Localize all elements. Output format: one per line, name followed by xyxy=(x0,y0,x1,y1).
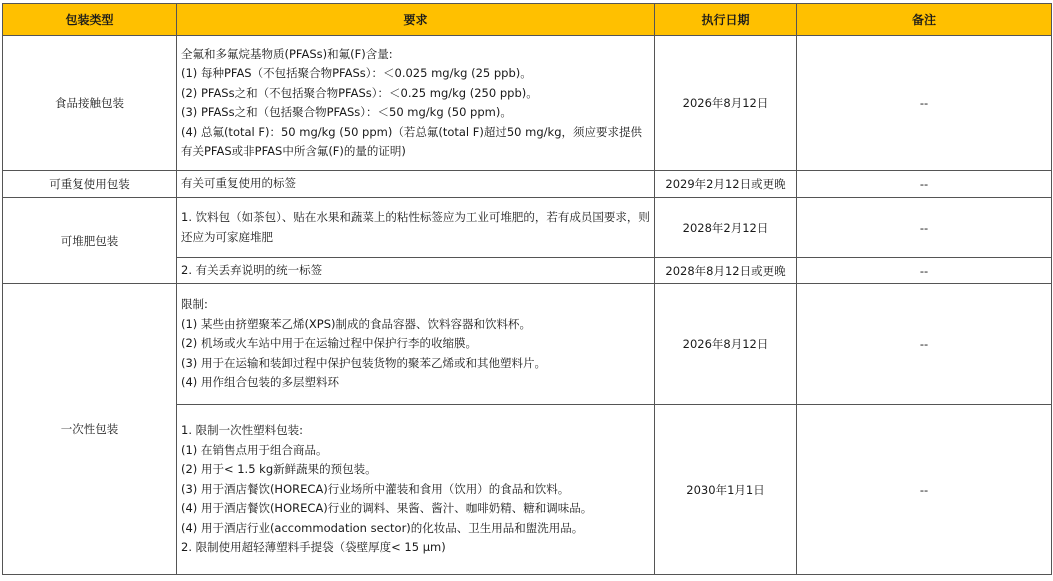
requirement-line: (2) PFASs之和（不包括聚合物PFASs）：＜0.25 mg/kg (250 ppb)。 xyxy=(181,85,538,100)
requirement-cell xyxy=(177,405,655,575)
note-cell: -- xyxy=(797,405,1052,575)
requirement-line: (2) 机场或火车站中用于在运输过程中保护行李的收缩膜。 xyxy=(181,336,477,351)
effective-date: 2030年1月1日 xyxy=(655,405,797,575)
note-cell: -- xyxy=(797,258,1052,284)
requirement-line: (4) 总氟(total F)：50 mg/kg (50 ppm)（若总氟(total F)超过50 mg/kg，须应要求提供有关PFAS或非PFAS中所含氟(F)的量的证明) xyxy=(181,124,642,158)
requirement-cell: 2. 有关丢弃说明的统一标签 xyxy=(177,258,655,284)
requirement-line: (1) 每种PFAS（不包括聚合物PFASs）：＜0.025 mg/kg (25 ppb)。 xyxy=(181,66,532,80)
requirement-cell xyxy=(177,284,655,405)
header-requirement: 要求 xyxy=(177,4,655,36)
header-type: 包装类型 xyxy=(3,4,177,36)
effective-date: 2028年2月12日 xyxy=(655,198,797,258)
header-note: 备注 xyxy=(797,4,1052,36)
note-cell: -- xyxy=(797,284,1052,405)
packaging-type: 一次性包装 xyxy=(3,284,177,575)
requirement-line: (3) PFASs之和（包括聚合物PFASs）：＜50 mg/kg (50 ppm)。 xyxy=(181,105,512,119)
header-row xyxy=(3,4,1052,36)
requirement-line: (2) 用于< 1.5 kg新鲜蔬果的预包装。 xyxy=(181,462,377,477)
requirement-line: (4) 用于酒店餐饮(HORECA)行业的调料、果酱、酱汁、咖啡奶精、糖和调味品。 xyxy=(181,501,593,516)
table-row xyxy=(3,284,1052,405)
requirement-line: 1. 限制一次性塑料包装: xyxy=(181,423,304,438)
packaging-type: 食品接触包装 xyxy=(3,36,177,171)
requirement-line: (3) 用于酒店餐饮(HORECA)行业场所中灌装和食用（饮用）的食品和饮料。 xyxy=(181,481,570,496)
note-cell: -- xyxy=(797,198,1052,258)
requirement-line: (1) 在销售点用于组合商品。 xyxy=(181,442,328,457)
requirement-line: (4) 用作组合包装的多层塑料环 xyxy=(181,375,339,390)
header-date: 执行日期 xyxy=(655,4,797,36)
requirement-cell xyxy=(177,36,655,171)
effective-date: 2028年8月12日或更晚 xyxy=(655,258,797,284)
requirement-line: 全氟和多氟烷基物质(PFASs)和氟(F)含量: xyxy=(181,46,393,61)
requirement-line: 限制: xyxy=(181,297,208,312)
note-cell: -- xyxy=(797,171,1052,198)
requirement-cell: 1. 饮料包（如茶包）、贴在水果和蔬菜上的粘性标签应为工业可堆肥的，若有成员国要求，则还应为可家庭堆肥 xyxy=(177,198,655,258)
requirement-cell: 有关可重复使用的标签 xyxy=(177,171,655,198)
regulation-table xyxy=(2,3,1052,575)
table-row xyxy=(3,198,1052,258)
requirement-line: (4) 用于酒店行业(accommodation sector)的化妆品、卫生用品和盥洗用品。 xyxy=(181,520,584,535)
note-cell: -- xyxy=(797,36,1052,171)
table-row xyxy=(3,36,1052,171)
effective-date: 2026年8月12日 xyxy=(655,36,797,171)
packaging-type: 可重复使用包装 xyxy=(3,171,177,198)
requirement-line: (1) 某些由挤塑聚苯乙烯(XPS)制成的食品容器、饮料容器和饮料杯。 xyxy=(181,316,532,331)
effective-date: 2029年2月12日或更晚 xyxy=(655,171,797,198)
requirement-line: (3) 用于在运输和装卸过程中保护包装货物的聚苯乙烯或和其他塑料片。 xyxy=(181,355,546,370)
effective-date: 2026年8月12日 xyxy=(655,284,797,405)
packaging-type: 可堆肥包装 xyxy=(3,198,177,284)
requirement-line: 2. 限制使用超轻薄塑料手提袋（袋壁厚度< 15 μm) xyxy=(181,540,446,555)
table-row xyxy=(3,171,1052,198)
